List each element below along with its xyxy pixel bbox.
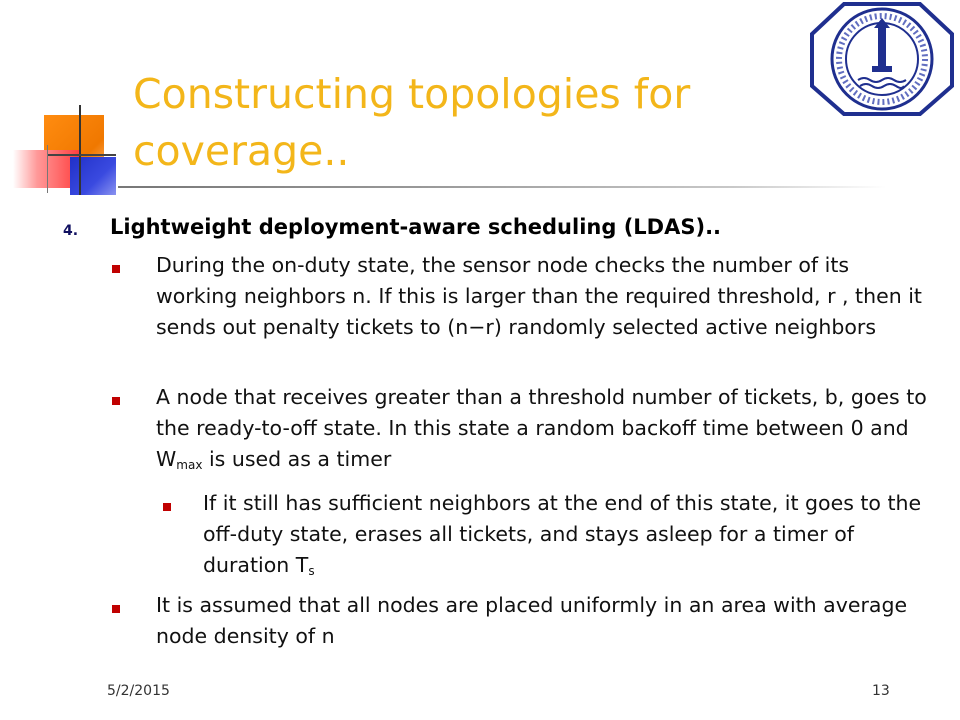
bullet-text-4: It is assumed that all nodes are placed uniformly in an area with average node density of n [156, 593, 908, 648]
bullet-text-3: If it still has sufficient neighbors at the end of this state, it goes to the off-duty state, erases all tickets, and stays asleep for a timer of duration $T_s$ [203, 491, 922, 578]
bullet-text-1: During the on-duty state, the sensor node checks the number of its working neighbors n. If this is larger than the required threshold, r , then it sends out penalty tickets to (n−r) randomly selected active neighbors [156, 253, 922, 339]
subscript-s: s [308, 564, 315, 578]
bullet-text-2: A node that receives greater than a threshold number of tickets, b, goes to the ready-to-off state. In this state a random backoff time between 0 and $W_{max}$ is used as a timer [156, 385, 927, 472]
slide-number: 13 [872, 683, 890, 699]
subscript-max: max [176, 458, 203, 472]
footer-date: 5/2/2015 [107, 683, 170, 699]
list-number: 4. [63, 223, 79, 239]
bullet-square-icon [163, 503, 171, 511]
bullet-square-icon [112, 397, 120, 405]
slide-title: Constructing topologies for coverage.. [133, 70, 691, 175]
list-heading: Lightweight deployment-aware scheduling (LDAS).. [110, 215, 722, 239]
bullet-square-icon [112, 605, 120, 613]
bullet-square-icon [112, 265, 120, 273]
